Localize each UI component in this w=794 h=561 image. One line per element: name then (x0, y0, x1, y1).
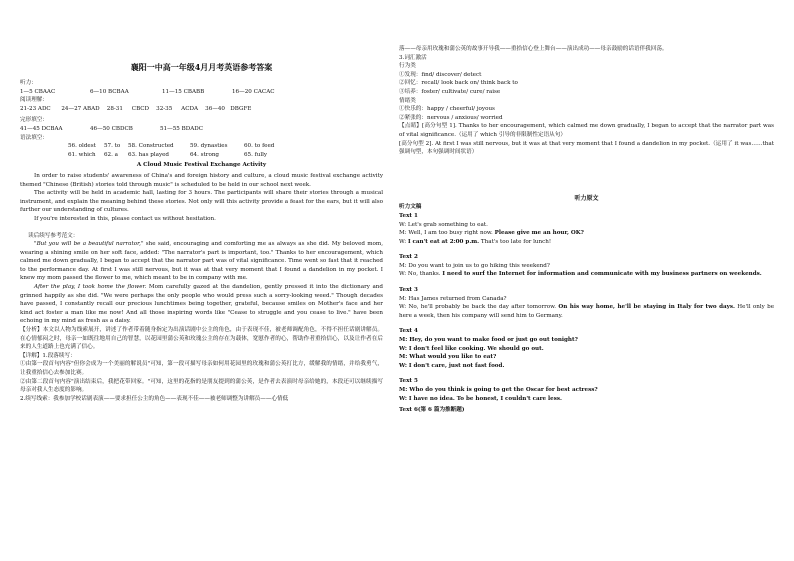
detail-point-1: ①由第一段首句内容"但你会成为一个美丽的解说员"可知，第一段可描写母亲如何用花园里的玫瑰和蒲公英打比方，缓解我的情绪，并给我勇气，让我重拾信心去参加比赛。 (20, 361, 383, 376)
dialog-key-phrase: I can't eat at 2:00 p.m. (407, 238, 480, 245)
transcript-text-label: Text 4 (399, 328, 418, 335)
continuation-paragraph-2 (20, 283, 383, 326)
listening-answer: 1—5 CBAAC (20, 88, 56, 95)
grammar-answer: 60. to feed (244, 143, 275, 150)
grammar-answer: 62. a (104, 151, 119, 158)
detail-point-3: 2.续写线索：我参加学校话剧表演——要求担任公主的角色——表现不佳——被老师调整为讲解员——心情低 (20, 395, 289, 402)
transcript-block (399, 253, 774, 279)
detail-point-2: ②由第二段首句内容"演出结束后，我把花带回家。"可知，这里的花指的是朋友提到的蒲公英，是作者去表演时母亲给她的，本段还可以继续描写母亲对我人生态度的影响。 (20, 378, 383, 394)
verb-item: ③培养：foster/ cultivate/ cure/ raise (399, 88, 501, 95)
dialog-line: W: No, he'll probably be back the day after tomorrow. On his way home, he'll be staying in Italy for two days. He'll only be here a week, then his company will send him to Germany. (399, 304, 775, 319)
grammar-answer: 63. has played (128, 151, 170, 158)
answer-key-title: 襄阳一中高一年级4月月考英语参考答案 (130, 62, 273, 72)
cloze-label: 完形填空： (20, 117, 48, 124)
dialog-line: W: Let's grab something to eat. (399, 221, 488, 228)
cloze-answer: 46—50 CBDCB (90, 125, 133, 132)
dialog-line: M: Well, I am too busy right now. Please give me an hour, OK? (399, 230, 584, 237)
dialog-line: M: What would you like to eat? (399, 354, 497, 361)
continuation-opening-1: "But you will be a beautiful narrator," (34, 241, 144, 248)
listening-label: 听力： (20, 80, 37, 86)
transcript-block (399, 327, 774, 370)
vocab-label: 3.词汇激活 (399, 54, 427, 61)
continuation-body-1: she said, encouraging and comforting me as always as she did. My beloved mom, wearing a shining smile on her soft face, added: "The narrator's part is important, too." Thanks to her encouragement, which calmed me down gradually, I began to accept that the narrator part was of vital significance. Time went so fast that it reached to the performance day. At first I was still nervous, but it was at that very moment that I found a dandelion in my pocket. I knew my mom passed the flower to me, which meant to be in company with me. (20, 241, 383, 282)
listening-answers (20, 88, 383, 97)
cloze-answer: 41—45 DCBAA (20, 125, 63, 132)
verbs-label: 行为类 (399, 63, 416, 70)
essay-title: A Cloud Music Festival Exchange Activity (136, 162, 267, 169)
dialog-key-phrase: Please give me an hour, OK? (494, 230, 584, 237)
grammar-label: 语法填空： (20, 134, 48, 141)
grammar-answer: 64. strong (190, 151, 220, 158)
listening-answer: 6—10 BCBAA (90, 88, 129, 95)
transcript-title: 听力原文 (574, 194, 599, 202)
verb-item: ②回忆：recall/ look back on/ think back to (399, 80, 518, 87)
highlight-sentence-1: 【点睛】[高分句型 1]. Thanks to her encouragement, which calmed me down gradually, I began to accept that the narrator part was of vital significance.（运用了 which 引导的非限制性定语从句） (399, 123, 774, 138)
transcript-text-label: Text 2 (399, 254, 418, 261)
dialog-line: M: Do you want to join us to go hiking this weekend? (399, 262, 550, 269)
transcript-text-label: Text 1 (399, 212, 418, 219)
transcript-text-label: Text 3 (399, 287, 418, 294)
grammar-row (20, 151, 383, 160)
continuation-opening-2: After the play, I took home the flower. (34, 284, 147, 291)
emotion-item: ①快乐的：happy / cheerful/ joyous (399, 106, 495, 113)
grammar-row (20, 142, 383, 151)
listening-answer: 11—15 CBABB (162, 88, 205, 95)
transcript-block (399, 286, 774, 320)
dialog-line: W: No, thanks. I need to surf the Internet for information and communicate with my business partners on weekends. (399, 271, 762, 278)
grammar-answer: 56. oldest (68, 143, 96, 150)
plot-thread-continued: 落——母亲用玫瑰和蒲公英的故事开导我——重拾信心登上舞台——演出成功——母亲鼓励的话语伴我回荡。 (399, 46, 668, 52)
transcript-texts (399, 212, 774, 403)
grammar-answer: 65. fully (244, 151, 268, 158)
listening-answer: 16—20 CACAC (232, 88, 275, 95)
verb-item: ①发现：find/ discover/ detect (399, 71, 482, 78)
dialog-line: M: Hey, do you want to make food or just go out tonight? (399, 337, 578, 344)
grammar-answer: 58. Constructed (128, 143, 174, 150)
dialog-line: W: I don't feel like cooking. We should go out. (399, 345, 544, 352)
transcript-block (399, 377, 774, 403)
essay-paragraph: The activity will be held in academic hall, lasting for 3 hours. The participants will share their stories through a musical instrument, and explain the meaning behind these stories. Not only will this activity provide a feast for the ears, but it will also further our understanding of cultures. (20, 190, 383, 214)
dialog-line: M: Who do you think is going to get the Oscar for best actress? (399, 387, 598, 393)
continuation-label: 读后续写参考范文： (28, 232, 79, 239)
dialog-line: W: I can't eat at 2:00 p.m. That's too late for lunch! (399, 238, 552, 245)
detail-label: 【详解】1.段落续写： (20, 352, 76, 359)
reading-label: 阅读理解： (20, 97, 48, 104)
essay-paragraph: In order to raise students' awareness of China's and foreign history and culture, a cloud music festival exchange activity themed "Chinese (British) stories told through music" is scheduled to be held in our school next week. (20, 172, 383, 188)
grammar-answer: 57. to (104, 143, 121, 150)
text6-label: Text 6(第 6 篇为推断题) (399, 407, 465, 414)
cloze-answers (20, 125, 383, 134)
analysis-paragraph: 【分析】本文以人物为线索展开，讲述了作者带着随身指定为出演话剧中公主的角色，由于表现不佳，被老师调配角色，不得不担任话剧讲解员。在心情郁闷之时，母亲一如既往地用自己的智慧，以花园里蒲公英和玫瑰公主的存在为载体，宽慰作者的心，帮助作者重拾信心，以及让作者在后来的人生道路上也充满了信心。 (20, 327, 383, 351)
grammar-answer: 59. dynasties (190, 143, 228, 150)
transcript-text-label: Text 5 (399, 378, 418, 385)
dialog-line: M: Has James returned from Canada? (399, 295, 507, 302)
dialog-key-phrase: I need to surf the Internet for information and communicate with my business partners on weekends. (442, 271, 762, 278)
highlight-sentence-2: [高分句型 2]. At first I was still nervous, but it was at that very moment that I found a dandelion in my pocket.（运用了 it was……that 强调句型，本句强调时间状语） (399, 140, 774, 156)
continuation-paragraph-1 (20, 240, 383, 283)
cloze-answer: 51—55 BDADC (160, 125, 204, 132)
dialog-line: W: I don't care, just not fast food. (399, 362, 505, 369)
emotion-label: 情绪类 (399, 97, 416, 104)
grammar-answer: 61. which (68, 151, 96, 158)
dialog-line: W: I have no idea. To be honest, I couldn't care less. (399, 395, 562, 402)
dialog-key-phrase: On his way home, he'll be staying in Italy for two days. (558, 304, 735, 311)
essay-paragraph: If you're interested in this, please contact us without hesitation. (34, 215, 216, 222)
reading-answers: 21-23 ADC 24—27 ABAD 28-31 CBCD 32-35 ACDA 36—40 DBGFE (20, 105, 252, 112)
emotion-item: ②紧张的：nervous / anxious/ worried (399, 114, 503, 121)
transcript-subtitle: 听力文稿 (399, 204, 422, 211)
transcript-block (399, 212, 774, 246)
right-page (397, 0, 794, 561)
continuation-body-2: Mom carefully gazed at the dandelion, gently pressed it into the dictionary and grinned happily as she did. "We were perhaps the only people who would press such a sorry-looking weed." Though decades have passed, I constantly recall our precious lunchtimes being together, grateful, because smiles on Mother's face and her kind act foster a man like me now! And all those inspiring words like "Cease to struggle and you cease to live." have been echoing in my mind as fresh as a daisy. (20, 284, 383, 325)
